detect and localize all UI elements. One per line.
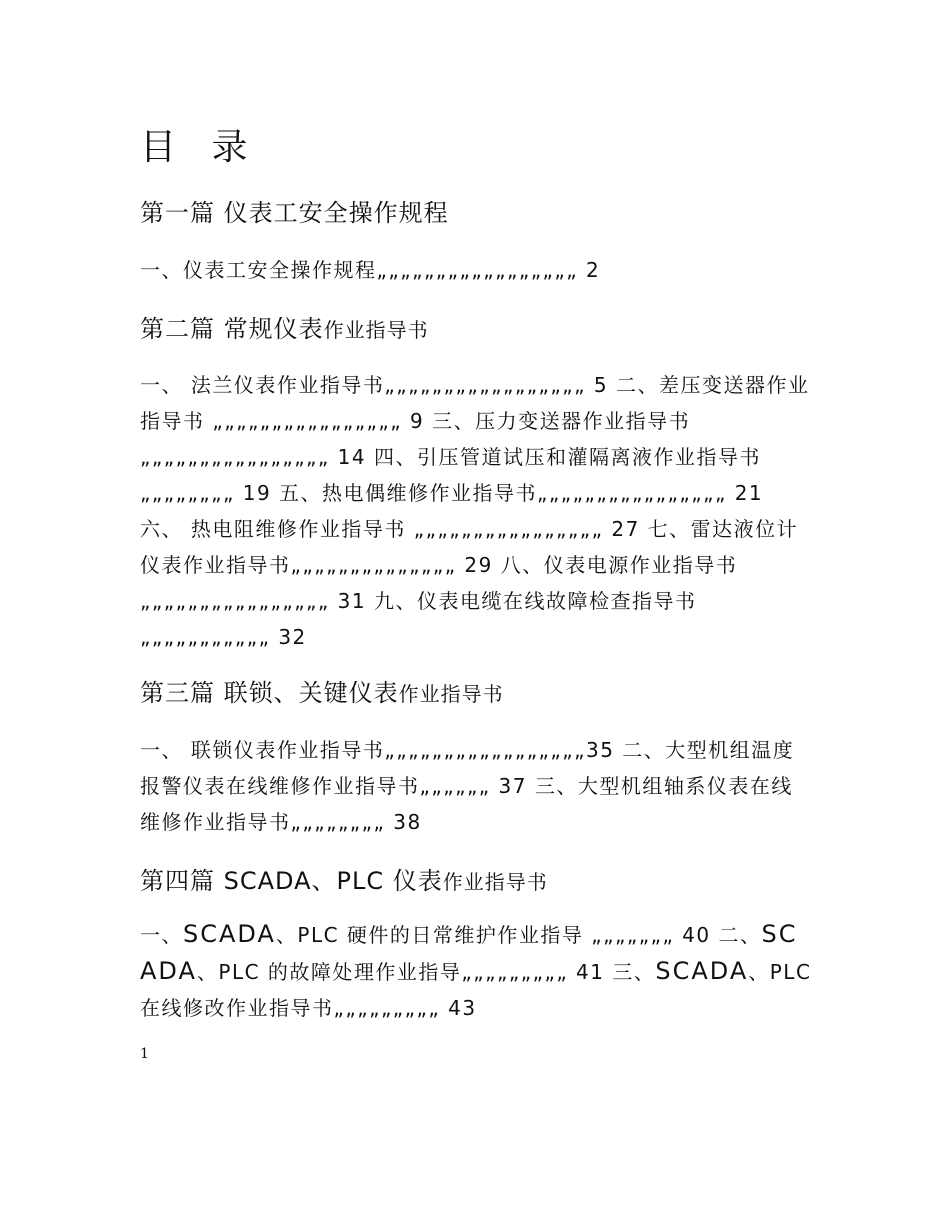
part-1-heading (140, 196, 449, 230)
part-4-entry-segment: 、PLC 的故障处理作业指导„„„„„„„„„ 41 三、 (196, 960, 656, 984)
page-number: 1 (140, 1046, 149, 1062)
part-4-entry-segment: SCADA (140, 920, 798, 985)
part-2-entries: 一、 法兰仪表作业指导书„„„„„„„„„„„„„„„„„ 5 二、差压变送器作业指导书 „„„„„„„„„„„„„„„„ 9 三、压力变送器作业指导书„„„„„„„„„„„„„„„„ 14 四、引压管道试压和灌隔离液作业指导书„„„„„„„„ 19 五、热电偶维修作业指导书„„„„„„„„„„„„„„„„ 21 六、 热电阻维修作业指导书 „„„„„„„„„„„„„„„„ 27 七、雷达液位计仪表作业指导书„„„„„„„„„„„„„„ 29 八、仪表电源作业指导书 „„„„„„„„„„„„„„„„ 31 九、仪表电缆在线故障检查指导书 „„„„„„„„„„„ 32 (140, 373, 810, 649)
part-4-entries (140, 916, 812, 1026)
part-1-heading-main: 第一篇 仪表工安全操作规程 (140, 199, 449, 227)
part-4-heading-suffix: 作业指导书 (442, 870, 548, 894)
part-2-heading-suffix: 作业指导书 (323, 318, 429, 342)
part-4-entry-segment: 、PLC 在线修改作业指导书„„„„„„„„„ 43 (140, 960, 812, 1020)
toc-title: 目 录 (140, 127, 260, 168)
part-1-entries: 一、仪表工安全操作规程„„„„„„„„„„„„„„„„„ 2 (140, 258, 601, 282)
part-4-entry-segment: 一、 (140, 923, 183, 947)
part-2-heading (140, 312, 429, 347)
part-4-heading-main: 第四篇 SCADA、PLC 仪表 (140, 867, 443, 895)
part-3-heading (140, 676, 504, 711)
part-2-heading-main: 第二篇 常规仪表 (140, 315, 324, 343)
part-4-entry-segment: 、PLC 硬件的日常维护作业指导 „„„„„„„ 40 二、 (275, 923, 762, 947)
part-4-heading (140, 864, 548, 899)
part-3-heading-suffix: 作业指导书 (398, 682, 504, 706)
part-3-heading-main: 第三篇 联锁、关键仪表 (140, 679, 399, 707)
part-3-entries: 一、 联锁仪表作业指导书„„„„„„„„„„„„„„„„„35 二、大型机组温度报警仪表在线维修作业指导书„„„„„„ 37 三、大型机组轴系仪表在线维修作业指导书„„„„„„„„ 38 (140, 738, 795, 834)
part-4-entry-segment: SCADA (655, 957, 749, 985)
part-4-entry-segment: SCADA (183, 920, 276, 948)
